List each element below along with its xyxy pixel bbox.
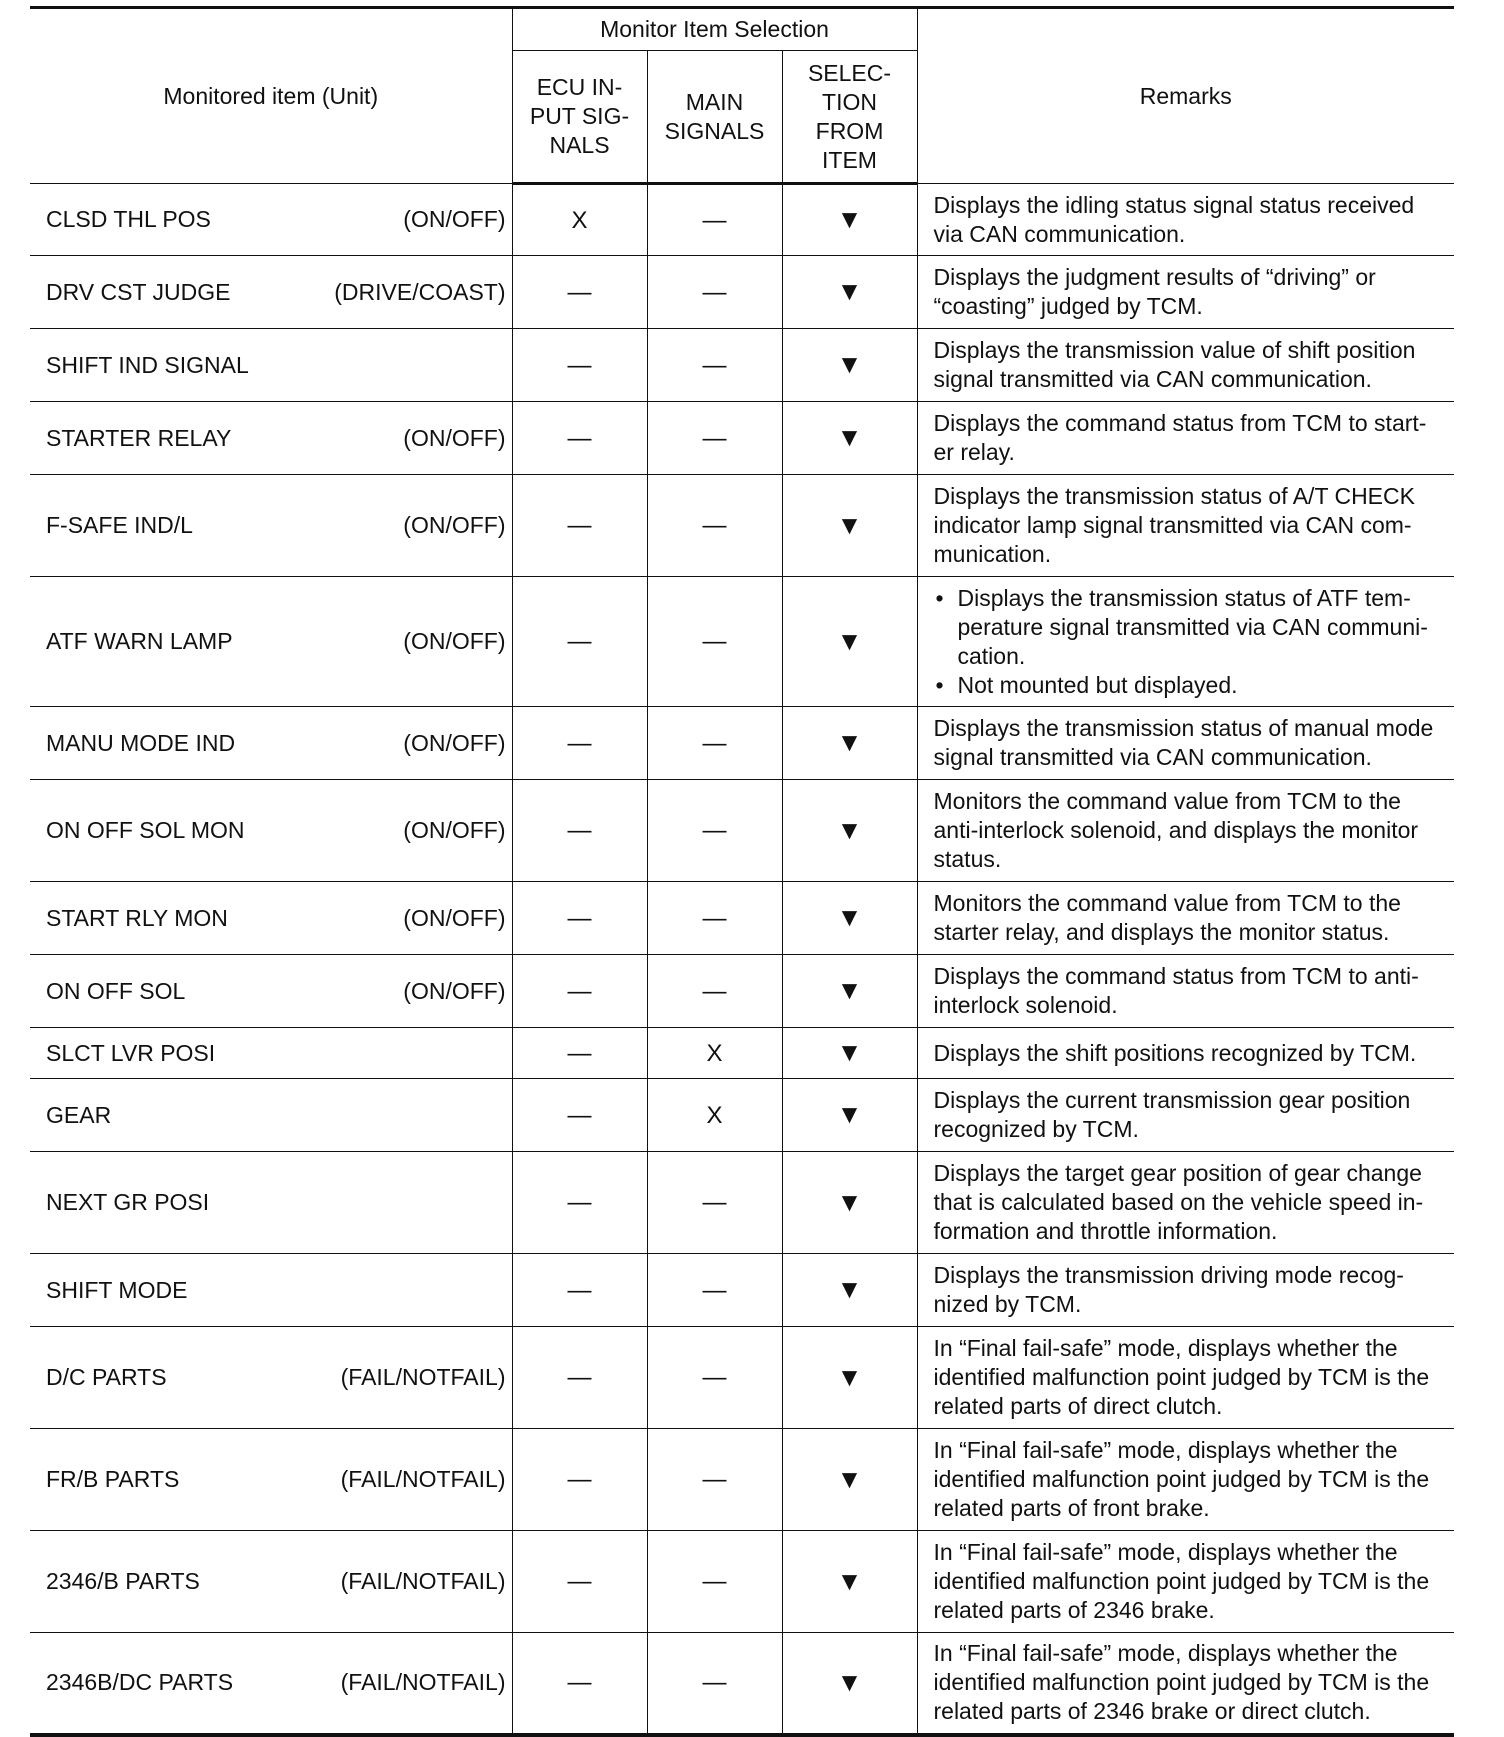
triangle-down-icon: ▼ — [836, 1186, 863, 1217]
table-row — [30, 1531, 1454, 1633]
header-monitored-item: Monitored item (Unit) — [30, 8, 512, 184]
main-signal-mark-cell — [647, 1152, 782, 1254]
ecu-input-mark-cell — [512, 1028, 647, 1079]
x-mark: X — [706, 1101, 723, 1129]
table-row — [30, 402, 1454, 475]
remarks-text: Displays the target gear position of gear change that is calculated based on the vehicle speed in-formation and throttle information. — [933, 1160, 1424, 1244]
header-monitor-item-selection: Monitor Item Selection — [512, 8, 917, 51]
selection-mark-cell — [782, 955, 917, 1028]
dash-mark: — — [702, 817, 727, 844]
remarks-text: Displays the command status from TCM to anti-interlock solenoid. — [933, 963, 1419, 1018]
table-row — [30, 1028, 1454, 1079]
monitored-item-cell — [30, 329, 512, 402]
dash-mark: — — [702, 1189, 727, 1216]
monitored-item-cell — [30, 1633, 512, 1735]
dash-mark: — — [567, 1189, 592, 1216]
monitored-item-cell — [30, 1254, 512, 1327]
selection-mark-cell — [782, 577, 917, 707]
monitored-item-cell — [30, 1152, 512, 1254]
monitored-item-cell — [30, 882, 512, 955]
ecu-input-mark-cell — [512, 256, 647, 329]
dash-mark: — — [567, 1568, 592, 1595]
monitored-item-cell — [30, 955, 512, 1028]
ecu-input-mark-cell — [512, 955, 647, 1028]
dash-mark: — — [567, 424, 592, 452]
triangle-down-icon: ▼ — [836, 625, 863, 656]
dash-mark: — — [567, 1669, 592, 1697]
table-row — [30, 955, 1454, 1028]
main-signal-mark-cell — [647, 1028, 782, 1079]
remarks-text: Displays the transmission status of A/T CHECK indicator lamp signal transmitted via CAN com-munication. — [933, 483, 1415, 567]
item-name: MANU MODE IND — [46, 729, 236, 756]
remarks-text: Displays the transmission status of manual mode signal transmitted via CAN communication. — [933, 715, 1434, 770]
item-name: START RLY MON — [46, 904, 228, 931]
dash-mark: — — [567, 628, 592, 655]
item-unit: (ON/OFF) — [403, 512, 506, 538]
selection-mark-cell — [782, 1152, 917, 1254]
dash-mark: — — [567, 512, 592, 539]
dash-mark: — — [702, 1466, 727, 1493]
triangle-down-icon: ▼ — [836, 1463, 863, 1494]
main-signal-mark-cell — [647, 256, 782, 329]
item-name: F-SAFE IND/L — [46, 512, 193, 538]
dash-mark: — — [567, 817, 592, 844]
item-name: SLCT LVR POSI — [46, 1039, 216, 1066]
remarks-cell — [917, 256, 1454, 329]
remarks-cell — [917, 577, 1454, 707]
remarks-cell — [917, 1079, 1454, 1152]
ecu-input-mark-cell — [512, 1254, 647, 1327]
remarks-cell — [917, 1152, 1454, 1254]
remarks-cell — [917, 882, 1454, 955]
ecu-input-mark-cell — [512, 1079, 647, 1152]
table-row — [30, 1152, 1454, 1254]
item-unit: (ON/OFF) — [403, 729, 506, 756]
remarks-cell — [917, 1633, 1454, 1735]
item-name: 2346B/DC PARTS — [46, 1669, 234, 1696]
dash-mark: — — [702, 1276, 727, 1304]
table-row — [30, 1254, 1454, 1327]
ecu-input-mark-cell — [512, 329, 647, 402]
triangle-down-icon: ▼ — [836, 1099, 863, 1129]
item-unit: (DRIVE/COAST) — [334, 278, 506, 305]
table-row — [30, 256, 1454, 329]
remarks-text: In “Final fail-safe” mode, displays whether the identified malfunction point judged by TCM is the related parts of front brake. — [933, 1437, 1430, 1521]
table-row — [30, 780, 1454, 882]
selection-mark-cell — [782, 475, 917, 577]
triangle-down-icon: ▼ — [836, 1361, 863, 1392]
item-name: D/C PARTS — [46, 1364, 167, 1390]
ecu-input-mark-cell — [512, 577, 647, 707]
item-name: GEAR — [46, 1101, 112, 1128]
remarks-cell — [917, 1254, 1454, 1327]
remarks-cell — [917, 955, 1454, 1028]
triangle-down-icon: ▼ — [836, 1666, 863, 1697]
monitored-item-cell — [30, 577, 512, 707]
item-name: STARTER RELAY — [46, 424, 232, 451]
item-name: ATF WARN LAMP — [46, 628, 233, 654]
main-signal-mark-cell — [647, 329, 782, 402]
remarks-text: Displays the transmission driving mode recog-nized by TCM. — [933, 1262, 1404, 1317]
main-signal-mark-cell — [647, 780, 782, 882]
remarks-bullet: • Not mounted but displayed. — [934, 671, 1445, 700]
table-header — [30, 8, 1454, 184]
ecu-input-mark-cell — [512, 184, 647, 256]
ecu-input-mark-cell — [512, 1429, 647, 1531]
remarks-text: Displays the command status from TCM to start-er relay. — [933, 410, 1427, 465]
remarks-text: Monitors the command value from TCM to the starter relay, and displays the monitor status. — [933, 890, 1401, 945]
table-row — [30, 1429, 1454, 1531]
monitored-item-cell — [30, 1028, 512, 1079]
table-row — [30, 1633, 1454, 1735]
header-remarks: Remarks — [917, 8, 1454, 184]
remarks-cell — [917, 329, 1454, 402]
triangle-down-icon: ▼ — [836, 204, 863, 234]
item-name: 2346/B PARTS — [46, 1568, 200, 1594]
remarks-text: Displays the shift positions recognized by TCM. — [933, 1039, 1417, 1066]
item-unit: (ON/OFF) — [403, 817, 506, 843]
selection-mark-cell — [782, 1633, 917, 1735]
selection-mark-cell — [782, 1429, 917, 1531]
header-ecu-input-signals: ECU IN- PUT SIG- NALS — [512, 51, 647, 184]
x-mark: X — [571, 206, 588, 234]
remarks-text: Monitors the command value from TCM to the anti-interlock solenoid, and displays the monitor status. — [933, 788, 1419, 872]
item-name: SHIFT IND SIGNAL — [46, 351, 249, 378]
dash-mark: — — [702, 904, 727, 932]
selection-mark-cell — [782, 184, 917, 256]
main-signal-mark-cell — [647, 1254, 782, 1327]
item-unit: (ON/OFF) — [403, 628, 506, 654]
dash-mark: — — [567, 904, 592, 932]
remarks-cell — [917, 780, 1454, 882]
monitored-item-cell — [30, 780, 512, 882]
item-name: CLSD THL POS — [46, 206, 211, 232]
remarks-text: In “Final fail-safe” mode, displays whether the identified malfunction point judged by TCM is the related parts of direct clutch. — [933, 1335, 1430, 1419]
table-row — [30, 329, 1454, 402]
main-signal-mark-cell — [647, 1429, 782, 1531]
remarks-text: In “Final fail-safe” mode, displays whether the identified malfunction point judged by TCM is the related parts of 2346 brake. — [933, 1539, 1430, 1623]
ecu-input-mark-cell — [512, 882, 647, 955]
monitored-item-cell — [30, 184, 512, 256]
remarks-cell — [917, 184, 1454, 256]
monitored-item-cell — [30, 1429, 512, 1531]
main-signal-mark-cell — [647, 402, 782, 475]
table-row — [30, 577, 1454, 707]
selection-mark-cell — [782, 1079, 917, 1152]
dash-mark: — — [567, 278, 592, 306]
main-signal-mark-cell — [647, 577, 782, 707]
dash-mark: — — [702, 351, 727, 379]
dash-mark: — — [702, 278, 727, 306]
item-unit: (FAIL/NOTFAIL) — [340, 1364, 506, 1390]
triangle-down-icon: ▼ — [836, 509, 863, 540]
dash-mark: — — [702, 424, 727, 452]
item-name: FR/B PARTS — [46, 1466, 180, 1492]
selection-mark-cell — [782, 402, 917, 475]
remarks-cell — [917, 1028, 1454, 1079]
remarks-text: Displays the transmission value of shift position signal transmitted via CAN communication. — [933, 337, 1416, 392]
item-unit: (ON/OFF) — [403, 206, 506, 232]
triangle-down-icon: ▼ — [836, 814, 863, 845]
selection-mark-cell — [782, 1327, 917, 1429]
main-signal-mark-cell — [647, 707, 782, 780]
dash-mark: — — [702, 1669, 727, 1697]
monitored-item-cell — [30, 402, 512, 475]
item-unit: (ON/OFF) — [403, 977, 506, 1004]
table-row — [30, 1327, 1454, 1429]
triangle-down-icon: ▼ — [836, 1565, 863, 1596]
dash-mark: — — [567, 1276, 592, 1304]
triangle-down-icon: ▼ — [836, 422, 863, 452]
main-signal-mark-cell — [647, 1079, 782, 1152]
ecu-input-mark-cell — [512, 1327, 647, 1429]
selection-mark-cell — [782, 1531, 917, 1633]
remarks-bullet: • Displays the transmission status of ATF tem-perature signal transmitted via CAN communi-cation. — [934, 584, 1445, 671]
selection-mark-cell — [782, 882, 917, 955]
remarks-cell — [917, 475, 1454, 577]
item-name: ON OFF SOL MON — [46, 817, 245, 843]
dash-mark: — — [567, 977, 592, 1005]
table-row — [30, 184, 1454, 256]
monitor-item-table — [30, 6, 1454, 1737]
item-name: ON OFF SOL — [46, 977, 186, 1004]
dash-mark: — — [567, 1101, 592, 1129]
dash-mark: — — [702, 206, 727, 234]
triangle-down-icon: ▼ — [836, 1037, 863, 1067]
monitored-item-cell — [30, 1531, 512, 1633]
triangle-down-icon: ▼ — [836, 349, 863, 379]
ecu-input-mark-cell — [512, 1633, 647, 1735]
selection-mark-cell — [782, 256, 917, 329]
dash-mark: — — [567, 351, 592, 379]
dash-mark: — — [567, 1466, 592, 1493]
remarks-cell — [917, 1327, 1454, 1429]
remarks-text: Displays the idling status signal status received via CAN communication. — [933, 191, 1415, 247]
triangle-down-icon: ▼ — [836, 727, 863, 757]
ecu-input-mark-cell — [512, 1531, 647, 1633]
remarks-bullet-list — [934, 584, 1445, 700]
triangle-down-icon: ▼ — [836, 1274, 863, 1304]
monitored-item-cell — [30, 707, 512, 780]
selection-mark-cell — [782, 1254, 917, 1327]
ecu-input-mark-cell — [512, 402, 647, 475]
ecu-input-mark-cell — [512, 707, 647, 780]
remarks-cell — [917, 1531, 1454, 1633]
header-main-signals: MAIN SIGNALS — [647, 51, 782, 184]
triangle-down-icon: ▼ — [836, 276, 863, 306]
item-unit: (FAIL/NOTFAIL) — [340, 1466, 506, 1492]
remarks-cell — [917, 402, 1454, 475]
main-signal-mark-cell — [647, 475, 782, 577]
dash-mark: — — [702, 977, 727, 1005]
item-name: NEXT GR POSI — [46, 1189, 210, 1215]
remarks-text: In “Final fail-safe” mode, displays whether the identified malfunction point judged by TCM is the related parts of 2346 brake or direct clutch. — [933, 1640, 1430, 1725]
ecu-input-mark-cell — [512, 475, 647, 577]
monitored-item-cell — [30, 1327, 512, 1429]
dash-mark: — — [702, 628, 727, 655]
table-row — [30, 882, 1454, 955]
dash-mark: — — [567, 729, 592, 757]
dash-mark: — — [702, 1568, 727, 1595]
remarks-cell — [917, 1429, 1454, 1531]
item-unit: (ON/OFF) — [403, 904, 506, 931]
triangle-down-icon: ▼ — [836, 902, 863, 932]
item-unit: (ON/OFF) — [403, 424, 506, 451]
main-signal-mark-cell — [647, 1633, 782, 1735]
item-name: DRV CST JUDGE — [46, 278, 231, 305]
ecu-input-mark-cell — [512, 780, 647, 882]
selection-mark-cell — [782, 329, 917, 402]
table-row — [30, 475, 1454, 577]
main-signal-mark-cell — [647, 882, 782, 955]
dash-mark: — — [702, 512, 727, 539]
table-body — [30, 184, 1454, 1735]
remarks-text: Displays the current transmission gear position recognized by TCM. — [933, 1087, 1411, 1142]
table-row — [30, 1079, 1454, 1152]
monitored-item-cell — [30, 256, 512, 329]
remarks-cell — [917, 707, 1454, 780]
selection-mark-cell — [782, 1028, 917, 1079]
header-selection-from-item: SELEC- TION FROM ITEM — [782, 51, 917, 184]
monitored-item-cell — [30, 475, 512, 577]
dash-mark: — — [567, 1364, 592, 1391]
main-signal-mark-cell — [647, 1531, 782, 1633]
monitored-item-cell — [30, 1079, 512, 1152]
item-unit: (FAIL/NOTFAIL) — [340, 1669, 506, 1696]
item-name: SHIFT MODE — [46, 1276, 188, 1303]
item-unit: (FAIL/NOTFAIL) — [340, 1568, 506, 1594]
main-signal-mark-cell — [647, 184, 782, 256]
dash-mark: — — [702, 1364, 727, 1391]
remarks-text: Displays the judgment results of “driving” or “coasting” judged by TCM. — [933, 264, 1376, 319]
ecu-input-mark-cell — [512, 1152, 647, 1254]
dash-mark: — — [702, 729, 727, 757]
main-signal-mark-cell — [647, 955, 782, 1028]
x-mark: X — [706, 1039, 723, 1067]
main-signal-mark-cell — [647, 1327, 782, 1429]
triangle-down-icon: ▼ — [836, 975, 863, 1005]
dash-mark: — — [567, 1039, 592, 1067]
selection-mark-cell — [782, 707, 917, 780]
table-row — [30, 707, 1454, 780]
selection-mark-cell — [782, 780, 917, 882]
